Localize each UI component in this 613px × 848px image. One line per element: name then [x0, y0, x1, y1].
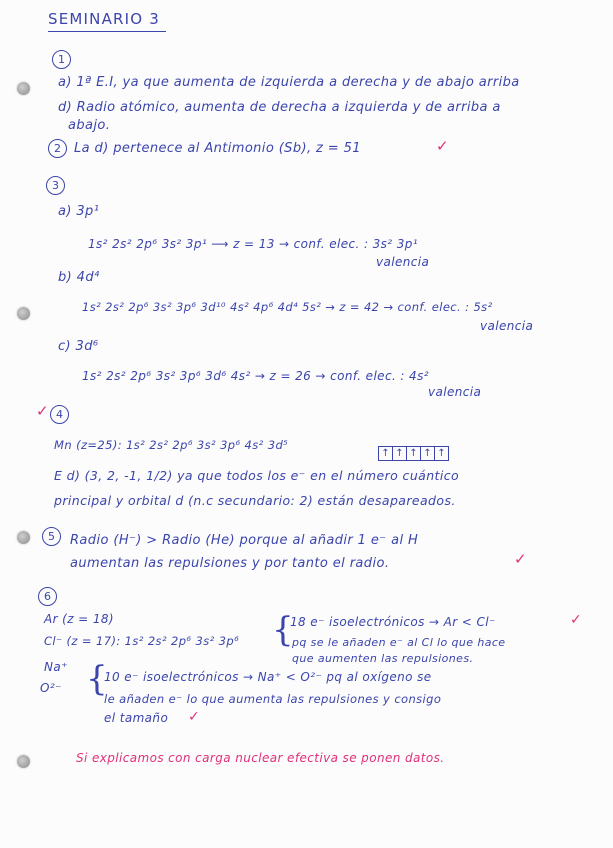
brace-icon: {: [272, 610, 294, 650]
q1-answer-d-line1: d) Radio atómico, aumenta de derecha a izquierda y de arriba a: [58, 100, 501, 115]
q6-brace2-line2: le añaden e⁻ lo que aumenta las repulsiones y consigo: [104, 692, 442, 706]
brace-icon: {: [86, 659, 108, 699]
q6-cl: Cl⁻ (z = 17): 1s² 2s² 2p⁶ 3s² 3p⁶: [44, 634, 240, 648]
q3-b-config: 1s² 2s² 2p⁶ 3s² 3p⁶ 3d¹⁰ 4s² 4p⁶ 4d⁴ 5s² → z = 42 → conf. elec. : 5s²: [82, 300, 493, 314]
correction-checkmark: ✓: [436, 137, 449, 155]
q3-c-config: 1s² 2s² 2p⁶ 3s² 3p⁶ 3d⁶ 4s² → z = 26 → conf. elec. : 4s²: [82, 369, 429, 383]
orbital-box: ↑: [421, 447, 435, 460]
question-number-5: 5: [42, 527, 61, 546]
orbital-box: ↑: [393, 447, 407, 460]
q6-brace1-line2: pq se le añaden e⁻ al Cl lo que hace: [292, 636, 506, 649]
question-number-4: 4: [50, 405, 69, 424]
question-number-1: 1: [52, 50, 71, 69]
correction-checkmark: ✓: [514, 550, 527, 568]
teacher-note: Si explicamos con carga nuclear efectiva se ponen datos.: [76, 751, 445, 765]
orbital-box: ↑: [437, 448, 446, 459]
orbital-diagram: [378, 446, 449, 461]
q3-a-label: a) 3p¹: [58, 204, 100, 219]
q1-answer-d-line2: abajo.: [68, 118, 111, 133]
correction-checkmark: ✓: [36, 402, 49, 420]
q3-a-config: 1s² 2s² 2p⁶ 3s² 3p¹ ⟶ z = 13 → conf. elec. : 3s² 3p¹: [88, 237, 418, 251]
q3-b-valencia: valencia: [480, 319, 534, 333]
question-number-3: 3: [46, 176, 65, 195]
title-underline: [48, 31, 166, 32]
q4-mn-config: Mn (z=25): 1s² 2s² 2p⁶ 3s² 3p⁶ 4s² 3d⁵: [54, 438, 289, 452]
page-title: SEMINARIO 3: [48, 10, 161, 28]
q6-o-ion: O²⁻: [40, 681, 62, 695]
q3-c-label: c) 3d⁶: [58, 339, 99, 354]
q3-b-label: b) 4d⁴: [58, 270, 100, 285]
binder-hole: [17, 531, 30, 544]
orbital-box: ↑: [379, 447, 393, 460]
q6-brace2-line3: el tamaño: [104, 711, 169, 725]
q2-answer: La d) pertenece al Antimonio (Sb), z = 51: [74, 141, 361, 156]
binder-hole: [17, 755, 30, 768]
q6-ar: Ar (z = 18): [44, 612, 114, 626]
q4-line2: principal y orbital d (n.c secundario: 2) están desapareados.: [54, 493, 456, 508]
binder-hole: [17, 307, 30, 320]
q6-brace1-line1: 18 e⁻ isoelectrónicos → Ar < Cl⁻: [290, 615, 496, 629]
q1-answer-a: a) 1ª E.I, ya que aumenta de izquierda a derecha y de abajo arriba: [58, 75, 520, 90]
q6-brace1-line3: que aumenten las repulsiones.: [292, 652, 474, 665]
q6-na-ion: Na⁺: [44, 660, 68, 674]
correction-checkmark: ✓: [570, 612, 583, 628]
question-number-6: 6: [38, 587, 57, 606]
q5-line2: aumentan las repulsiones y por tanto el radio.: [70, 556, 390, 571]
orbital-box: ↑: [407, 447, 421, 460]
q6-brace2-line1: 10 e⁻ isoelectrónicos → Na⁺ < O²⁻ pq al oxígeno se: [104, 670, 432, 684]
question-number-2: 2: [48, 139, 67, 158]
q4-line1: E d) (3, 2, -1, 1/2) ya que todos los e⁻ en el número cuántico: [54, 468, 460, 483]
q5-line1: Radio (H⁻) > Radio (He) porque al añadir 1 e⁻ al H: [70, 533, 419, 548]
correction-checkmark: ✓: [188, 709, 201, 725]
q3-a-valencia: valencia: [376, 255, 430, 269]
binder-hole: [17, 82, 30, 95]
q3-c-valencia: valencia: [428, 385, 482, 399]
